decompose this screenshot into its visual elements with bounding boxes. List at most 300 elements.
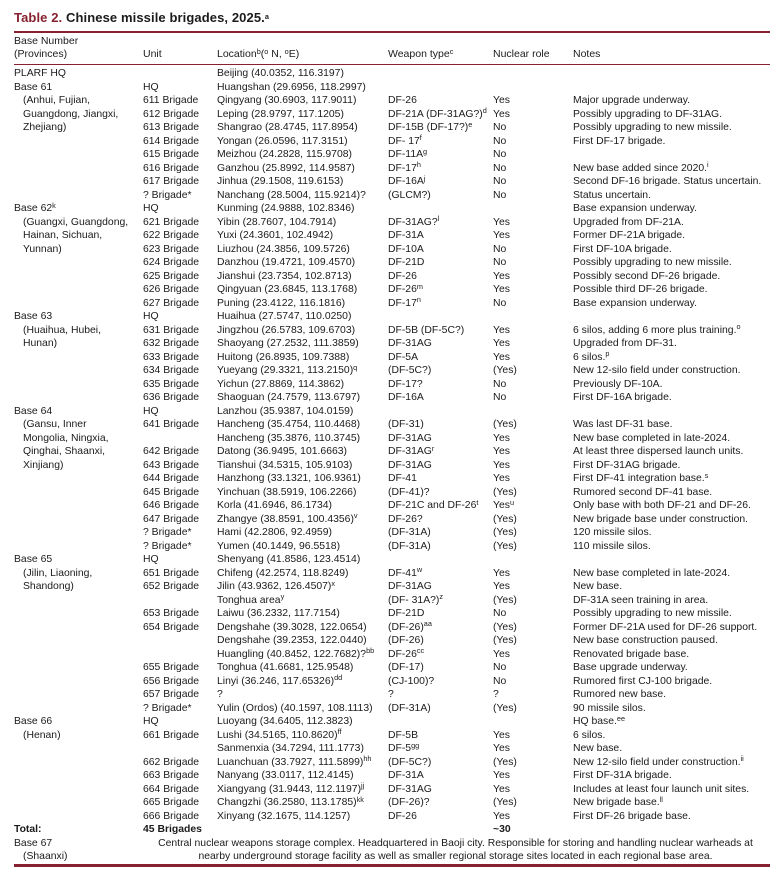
cell-weapon: DF-15B (DF-17?)$^e$ <box>388 119 473 133</box>
cell-location: Jianshui (23.7354, 102.8713) <box>217 270 352 282</box>
cell-location: Tonghua area$^y$ <box>217 592 285 606</box>
cell-location: Meizhou (24.2828, 115.9708) <box>217 149 352 160</box>
table-row <box>14 513 770 527</box>
cell-location: Jilin (43.9362, 126.4507)$^x$ <box>217 578 336 592</box>
cell-unit: 621 Brigade <box>143 216 200 228</box>
cell-notes: New base completed in late-2024. <box>573 432 731 444</box>
cell-nuclear: Yes$^u$ <box>493 497 515 511</box>
cell-location: Beijing (40.0352, 116.3197) <box>217 68 344 79</box>
table-row <box>14 243 770 257</box>
cell-weapon: (DF-41)? <box>388 486 430 498</box>
cell-notes: 90 missile silos. <box>573 702 646 714</box>
cell-unit: 653 Brigade <box>143 608 200 619</box>
cell-notes: Rumored second DF-41 base. <box>573 486 713 498</box>
cell-base <box>14 661 143 675</box>
cell-base: (Jilin, Liaoning, <box>23 567 93 579</box>
cell-nuclear: (Yes) <box>493 702 517 714</box>
table-row <box>14 729 770 743</box>
cell-notes: Renovated brigade base. <box>573 648 690 660</box>
cell-nuclear: No <box>493 257 507 268</box>
cell-notes: 6 silos. <box>573 729 606 741</box>
cell-base: Xinjiang) <box>23 459 64 471</box>
table-row <box>14 567 770 581</box>
cell-nuclear: Yes <box>493 783 510 795</box>
cell-unit: 631 Brigade <box>143 324 200 336</box>
cell-weapon: (DF-17) <box>388 662 424 673</box>
cell-location: Leping (28.9797, 117.1205) <box>217 108 344 120</box>
table-row <box>14 459 770 473</box>
cell-base <box>14 688 143 702</box>
cell-location: Yinchuan (38.5919, 106.2266) <box>217 486 357 498</box>
cell-location: Tonghua (41.6681, 125.9548) <box>217 662 354 673</box>
cell-notes: Former DF-21A brigade. <box>573 230 686 241</box>
cell-weapon <box>388 65 493 81</box>
table-row <box>14 823 770 837</box>
cell-weapon: (DF-31) <box>388 419 424 430</box>
cell-weapon: (DF-5C?) <box>388 756 432 768</box>
table-row <box>14 216 770 230</box>
cell-location: Huaihua (27.5747, 110.0250) <box>217 311 352 322</box>
header-weapon-type: Weapon type$^c$ <box>388 32 493 65</box>
cell-weapon: DF-16A <box>388 392 424 403</box>
cell-unit: 643 Brigade <box>143 459 200 471</box>
cell-base <box>14 648 143 662</box>
cell-location: Linyi (36.246, 117.65326)$^{dd}$ <box>217 673 343 687</box>
cell-base: (Gansu, Inner <box>23 419 87 430</box>
cell-notes: Base expansion underway. <box>573 203 697 214</box>
cell-nuclear: No <box>493 662 507 673</box>
cell-base <box>14 175 143 189</box>
cell-location: Yibin (28.7607, 104.7914) <box>217 216 337 228</box>
cell-nuclear: Yes <box>493 95 510 106</box>
cell-notes: 6 silos.$^p$ <box>573 349 610 363</box>
cell-base <box>14 810 143 824</box>
cell-notes: DF-31A seen training in area. <box>573 594 709 606</box>
cell-base <box>14 135 143 149</box>
cell-location: Lanzhou (35.9387, 104.0159) <box>217 405 354 417</box>
cell-unit: 655 Brigade <box>143 662 200 673</box>
cell-unit: 45 Brigades <box>143 824 202 835</box>
cell-base <box>14 162 143 176</box>
cell-notes: Base expansion underway. <box>573 297 697 309</box>
table-row <box>14 607 770 621</box>
cell-weapon <box>388 715 493 729</box>
cell-notes <box>573 823 770 837</box>
cell-location: Yichun (27.8869, 114.3862) <box>217 378 345 390</box>
cell-unit: 641 Brigade <box>143 419 200 430</box>
cell-location: Hanzhong (33.1321, 106.9361) <box>217 473 361 484</box>
cell-weapon: $DF-5^{gg}$ <box>388 740 420 754</box>
cell-weapon: DF-26 <box>388 810 417 822</box>
cell-nuclear: No <box>493 243 507 255</box>
cell-notes: Possibly upgrading to new missile. <box>573 608 732 619</box>
cell-unit: HQ <box>143 405 159 417</box>
cell-location: Danzhou (19.4721, 109.4570) <box>217 257 356 268</box>
cell-location: Qingyuan (23.6845, 113.1768) <box>217 284 358 295</box>
cell-unit: 642 Brigade <box>143 446 200 457</box>
cell-weapon: (CJ-100)? <box>388 675 435 687</box>
cell-unit: 663 Brigade <box>143 770 200 781</box>
cell-notes <box>573 405 770 419</box>
cell-location: Shaoyang (27.2532, 111.3859) <box>217 338 359 349</box>
cell-nuclear: Yes <box>493 459 510 471</box>
cell-location: Korla (41.6946, 86.1734) <box>217 500 332 511</box>
cell-location: Shangrao (28.4745, 117.8954) <box>217 122 358 133</box>
cell-notes: Possibly upgrading to new missile. <box>573 122 732 133</box>
cell-nuclear: (Yes) <box>493 594 517 606</box>
cell-weapon: DF-17$^n$ <box>388 295 421 309</box>
cell-nuclear: Yes <box>493 473 510 484</box>
table-row <box>14 378 770 392</box>
table-row <box>14 283 770 297</box>
cell-nuclear: Yes <box>493 810 510 822</box>
cell-weapon: DF-26 <box>388 95 417 106</box>
cell-weapon: (DF-31A) <box>388 540 431 552</box>
cell-notes: Possibly upgrading to DF-31AG. <box>573 108 723 120</box>
cell-base: (Huaihua, Hubei, <box>23 324 101 336</box>
cell-notes: First DF-17 brigade. <box>573 135 666 147</box>
cell-notes <box>573 553 770 567</box>
cell-nuclear <box>493 405 573 419</box>
cell-unit: 656 Brigade <box>143 675 200 687</box>
cell-nuclear: Yes <box>493 284 510 295</box>
cell-nuclear: No <box>493 675 507 687</box>
table-row <box>14 405 770 419</box>
cell-weapon: DF- 17$^f$ <box>388 133 422 147</box>
cell-weapon <box>388 202 493 216</box>
cell-location: Dengshahe (39.2353, 122.0440) <box>217 635 367 646</box>
cell-weapon: $DF-16A^j$ <box>388 173 426 187</box>
cell-base <box>14 351 143 365</box>
table-row <box>14 553 770 567</box>
cell-nuclear: (Yes) <box>493 797 517 808</box>
table-row <box>14 634 770 648</box>
cell-notes: Possibly upgrading to new missile. <box>573 257 732 268</box>
cell-unit <box>143 648 217 662</box>
cell-location: Yuxi (24.3601, 102.4942) <box>217 230 334 241</box>
cell-weapon: DF-26 <box>388 270 417 282</box>
table-row <box>14 189 770 203</box>
cell-unit: 622 Brigade <box>143 230 200 241</box>
cell-unit: ? Brigade* <box>143 189 192 201</box>
cell-base: (Anhui, Fujian, <box>23 95 90 106</box>
cell-base <box>14 283 143 297</box>
cell-location: Hancheng (35.3876, 110.3745) <box>217 432 361 444</box>
cell-unit: ? Brigade* <box>143 540 192 552</box>
table-row <box>14 94 770 108</box>
cell-notes: HQ base.$^{ee}$ <box>573 713 626 727</box>
cell-location: Yueyang (29.3321, 113.2150)$^q$ <box>217 362 358 376</box>
cell-weapon: DF-17$^h$ <box>388 160 421 174</box>
cell-base <box>14 364 143 378</box>
cell-weapon: DF-26? <box>388 513 423 525</box>
cell-base <box>14 621 143 635</box>
cell-notes: New 12-silo field under construction. <box>573 365 741 376</box>
cell-location: Liuzhou (24.3856, 109.5726) <box>217 243 350 255</box>
table-row <box>14 162 770 176</box>
cell-notes: Base upgrade underway. <box>573 662 688 673</box>
cell-nuclear: (Yes) <box>493 365 517 376</box>
cell-base <box>14 526 143 540</box>
table-body <box>14 65 770 866</box>
table-row <box>14 837 770 866</box>
cell-weapon: DF-41 <box>388 473 417 484</box>
cell-base: Base 65 <box>14 554 53 565</box>
cell-weapon: ? <box>388 689 394 700</box>
cell-weapon: DF-5B <box>388 729 419 741</box>
cell-nuclear: (Yes) <box>493 756 517 768</box>
cell-weapon: $DF-31AG^r$ <box>388 443 435 457</box>
cell-unit: 633 Brigade <box>143 351 200 363</box>
cell-unit: 632 Brigade <box>143 338 200 349</box>
cell-notes: Includes at least four launch unit sites. <box>573 783 750 795</box>
cell-base: PLARF HQ <box>14 68 66 79</box>
cell-nuclear: Yes <box>493 108 510 120</box>
table-row <box>14 486 770 500</box>
cell-notes: Previously DF-10A. <box>573 378 663 390</box>
cell-notes: 6 silos, adding 6 more plus training.$^o$ <box>573 322 741 336</box>
table-row <box>14 796 770 810</box>
cell-unit: 652 Brigade <box>143 581 200 592</box>
cell-location: Yulin (Ordos) (40.1597, 108.1113) <box>217 702 373 714</box>
cell-notes: 120 missile silos. <box>573 527 652 538</box>
cell-location: Jingzhou (26.5783, 109.6703) <box>217 324 356 336</box>
table-row <box>14 540 770 554</box>
cell-unit: 664 Brigade <box>143 783 200 795</box>
cell-nuclear: (Yes) <box>493 540 517 552</box>
cell-base <box>14 769 143 783</box>
cell-weapon: DF-5A <box>388 351 419 363</box>
cell-weapon: DF-10A <box>388 243 424 255</box>
table-row <box>14 229 770 243</box>
cell-unit: 612 Brigade <box>143 108 200 120</box>
cell-unit: 635 Brigade <box>143 378 200 390</box>
table-row <box>14 445 770 459</box>
cell-nuclear: Yes <box>493 770 510 781</box>
cell-base: Guangdong, Jiangxi, <box>23 108 119 120</box>
cell-base <box>14 796 143 810</box>
table-row <box>14 108 770 122</box>
cell-unit <box>143 432 217 446</box>
table-row <box>14 621 770 635</box>
cell-unit: 654 Brigade <box>143 621 200 633</box>
table-row <box>14 715 770 729</box>
header-notes: Notes <box>573 32 770 65</box>
cell-location: Chifeng (42.2574, 118.8249) <box>217 567 349 579</box>
cell-notes: New base. <box>573 581 623 592</box>
table-row <box>14 661 770 675</box>
cell-unit: HQ <box>143 716 159 727</box>
cell-notes <box>573 148 770 162</box>
table-row <box>14 580 770 594</box>
cell-base: Base 62$^k$ <box>14 200 56 214</box>
cell-weapon: DF-5B (DF-5C?) <box>388 324 465 336</box>
cell-location: Luanchuan (33.7927, 111.5899)$^{hh}$ <box>217 754 372 768</box>
cell-base: Base 61 <box>14 81 53 93</box>
cell-location: Kunming (24.9888, 102.8346) <box>217 203 355 214</box>
cell-base: Shandong) <box>23 581 74 592</box>
cell-weapon: DF-21D <box>388 257 425 268</box>
table-row <box>14 756 770 770</box>
table-row <box>14 270 770 284</box>
cell-nuclear: Yes <box>493 729 510 741</box>
cell-base <box>14 189 143 203</box>
cell-nuclear: No <box>493 135 507 147</box>
cell-nuclear: Yes <box>493 432 510 444</box>
table-row <box>14 499 770 513</box>
cell-location: Xinyang (32.1675, 114.1257) <box>217 810 351 822</box>
cell-base <box>14 756 143 770</box>
cell-notes: 110 missile silos. <box>573 540 651 552</box>
cell-location: Luoyang (34.6405, 112.3823) <box>217 716 353 727</box>
cell-notes: New brigade base under construction. <box>573 513 749 525</box>
table-row <box>14 418 770 432</box>
cell-nuclear: (Yes) <box>493 635 517 646</box>
header-location: Location$^b$($^o$ N, $^o$E) <box>217 32 388 65</box>
cell-weapon: (DF-26) <box>388 635 424 646</box>
cell-weapon <box>388 405 493 419</box>
header-row <box>14 32 770 65</box>
cell-unit: 611 Brigade <box>143 95 199 106</box>
cell-nuclear <box>493 310 573 324</box>
cell-nuclear: No <box>493 149 507 160</box>
cell-unit: 634 Brigade <box>143 365 200 376</box>
table-row <box>14 297 770 311</box>
cell-nuclear: ~30 <box>493 824 511 835</box>
cell-weapon: DF-26$^m$ <box>388 281 423 295</box>
cell-notes: First DF-41 integration base.$^s$ <box>573 470 709 484</box>
cell-weapon: DF-31AG <box>388 338 432 349</box>
cell-weapon <box>388 553 493 567</box>
cell-weapon: DF-17? <box>388 378 423 390</box>
cell-weapon <box>388 81 493 95</box>
cell-location: Ganzhou (25.8992, 114.9587) <box>217 162 355 174</box>
cell-location: Xiangyang (31.9443, 112.1197)$^{jj}$ <box>217 781 365 795</box>
cell-weapon <box>388 310 493 324</box>
cell-nuclear: No <box>493 162 507 174</box>
cell-notes: New base added since 2020.$^i$ <box>573 160 709 174</box>
cell-nuclear <box>493 715 573 729</box>
table-title-text: Chinese missile brigades, 2025.$^a$ <box>65 10 270 25</box>
table-row <box>14 675 770 689</box>
cell-notes: Possible third DF-26 brigade. <box>573 284 708 295</box>
cell-nuclear: No <box>493 189 507 201</box>
cell-location: Sanmenxia (34.7294, 111.1773) <box>217 743 364 754</box>
cell-unit: 616 Brigade <box>143 162 200 174</box>
cell-nuclear: ? <box>493 689 499 700</box>
cell-notes: Upgraded from DF-31. <box>573 338 677 349</box>
cell-notes: Possibly second DF-26 brigade. <box>573 270 721 282</box>
cell-nuclear <box>493 202 573 216</box>
cell-notes <box>573 65 770 81</box>
table-title <box>14 9 770 26</box>
cell-weapon: DF-21D <box>388 608 425 619</box>
cell-unit: 646 Brigade <box>143 500 200 511</box>
cell-base <box>14 270 143 284</box>
cell-location: Hami (42.2806, 92.4959) <box>217 527 332 538</box>
cell-location: Laiwu (36.2332, 117.7154) <box>217 608 340 619</box>
cell-nuclear: Yes <box>493 338 510 349</box>
table-row <box>14 472 770 486</box>
cell-weapon: $(DF-26)^{aa}$ <box>388 619 432 633</box>
table-row <box>14 526 770 540</box>
cell-base <box>14 702 143 716</box>
cell-weapon: (DF- 31A?)$^z$ <box>388 592 444 606</box>
cell-base <box>14 634 143 648</box>
cell-base: Base 67 (Shaanxi) <box>14 837 68 862</box>
cell-base <box>14 742 143 756</box>
table-row <box>14 81 770 95</box>
cell-nuclear: (Yes) <box>493 419 517 430</box>
table-row <box>14 121 770 135</box>
cell-base <box>14 297 143 311</box>
cell-description: Central nuclear weapons storage complex. Headquartered in Baoji city. Responsible for storing and handling nuclear warheads at nearby underground storage facility as well as smaller regional storage sites located in each regional base area. <box>158 837 753 862</box>
cell-nuclear: No <box>493 176 507 187</box>
cell-unit: 644 Brigade <box>143 473 200 484</box>
cell-notes: Major upgrade underway. <box>573 95 691 106</box>
cell-base <box>14 378 143 392</box>
table-row <box>14 324 770 338</box>
table-row <box>14 594 770 608</box>
cell-unit: 624 Brigade <box>143 257 200 268</box>
cell-unit: 645 Brigade <box>143 486 200 498</box>
cell-nuclear: (Yes) <box>493 513 517 525</box>
cell-notes: Was last DF-31 base. <box>573 419 673 430</box>
cell-base: Yunnan) <box>23 243 62 255</box>
table-row <box>14 148 770 162</box>
cell-notes: First DF-10A brigade. <box>573 243 672 255</box>
cell-nuclear <box>493 81 573 95</box>
cell-unit: 661 Brigade <box>143 729 200 741</box>
cell-nuclear: Yes <box>493 567 510 579</box>
cell-location: Shaoguan (24.7579, 113.6797) <box>217 392 361 403</box>
cell-unit: HQ <box>143 203 159 214</box>
cell-location: Qingyang (30.6903, 117.9011) <box>217 95 357 106</box>
cell-location: Lushi (34.5165, 110.8620)$^{ff}$ <box>217 727 342 741</box>
cell-location: Nanyang (33.0117, 112.4145) <box>217 770 354 781</box>
cell-location: Puning (23.4122, 116.1816) <box>217 297 346 309</box>
cell-base <box>14 594 143 608</box>
cell-notes: Former DF-21A used for DF-26 support. <box>573 621 758 633</box>
cell-weapon: DF-31A <box>388 770 424 781</box>
cell-nuclear: (Yes) <box>493 621 517 633</box>
table-row <box>14 337 770 351</box>
header-base-number: Base Number (Provinces) <box>14 32 143 65</box>
cell-base <box>14 391 143 405</box>
missile-brigades-table <box>14 31 770 867</box>
cell-weapon: DF-31AG?$^l$ <box>388 214 440 228</box>
cell-location: Huitong (26.8935, 109.7388) <box>217 351 350 363</box>
cell-weapon: (DF-26)? <box>388 797 430 808</box>
cell-unit: 647 Brigade <box>143 513 200 525</box>
cell-base: Total: <box>14 824 42 835</box>
cell-unit <box>143 65 217 81</box>
cell-nuclear: Yes <box>493 216 510 228</box>
cell-base: (Guangxi, Guangdong, <box>23 216 129 228</box>
table-row <box>14 688 770 702</box>
cell-nuclear: Yes <box>493 581 510 592</box>
cell-unit <box>143 742 217 756</box>
cell-base <box>14 256 143 270</box>
table-number-label: Table 2. <box>14 10 63 25</box>
cell-unit: 617 Brigade <box>143 176 200 187</box>
table-row <box>14 769 770 783</box>
table-row <box>14 742 770 756</box>
cell-base: Mongolia, Ningxia, <box>23 432 109 444</box>
cell-notes: First DF-16A brigade. <box>573 392 672 403</box>
table-row <box>14 810 770 824</box>
cell-nuclear <box>493 553 573 567</box>
